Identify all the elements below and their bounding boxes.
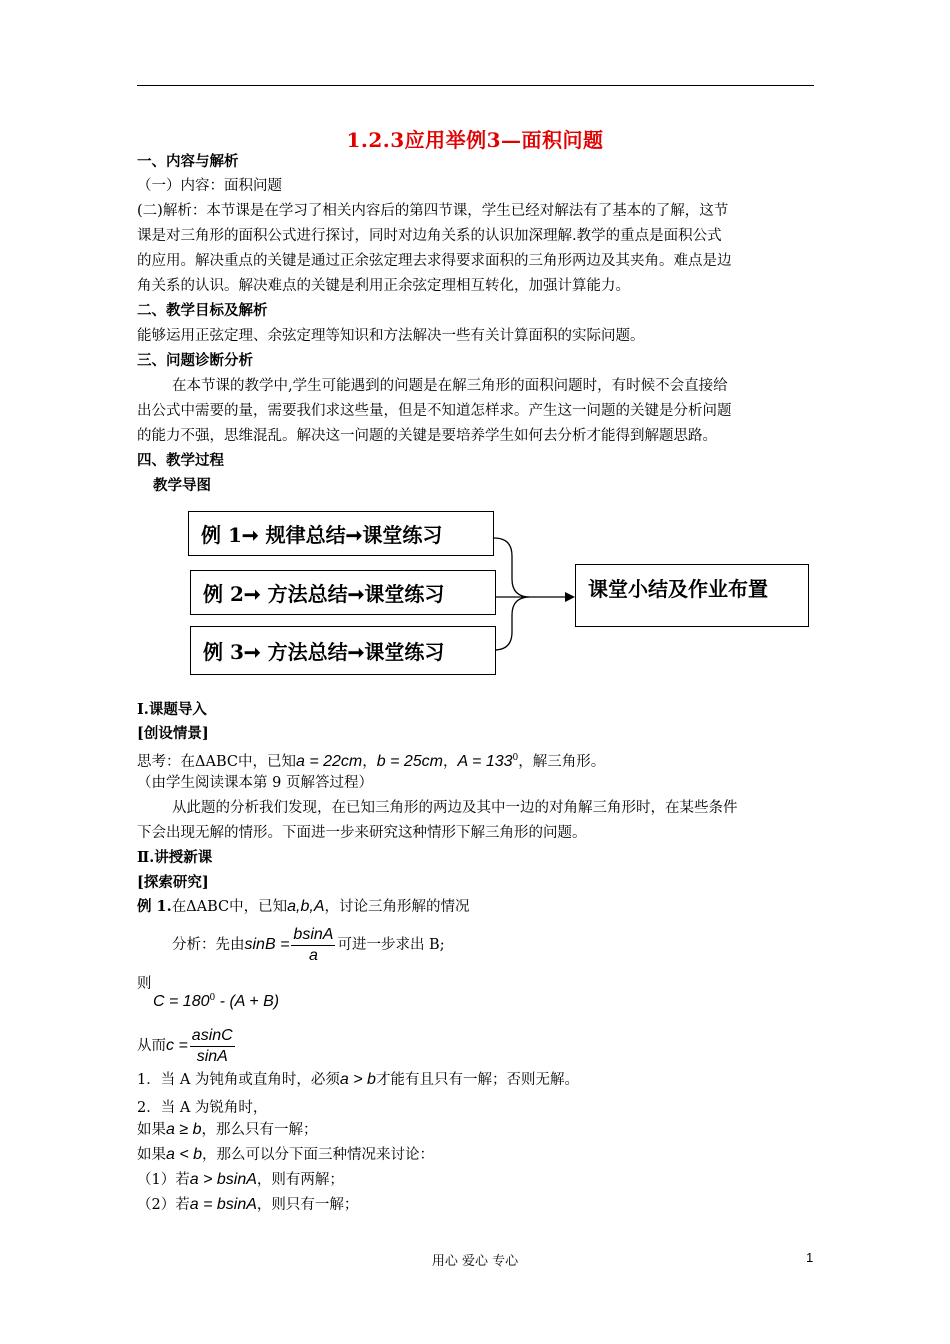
c-formula-line — [137, 1024, 237, 1068]
case1-prefix: 1．当 A 为钝角或直角时，必须 — [137, 1072, 340, 1088]
diagnosis-line-1: 在本节课的教学中,学生可能遇到的问题是在解三角形的面积问题时，有时候不会直接给 — [172, 378, 728, 394]
header-rule — [137, 85, 814, 86]
think-prefix: 思考：在 — [137, 753, 195, 770]
part2-heading: Ⅱ.讲授新课 — [137, 849, 213, 866]
c-fraction — [190, 1027, 235, 1066]
analysis-prefix: 分析：先由 — [172, 937, 245, 953]
page-number: 1 — [806, 1250, 814, 1265]
example-text: 在ΔABC中，已知 — [171, 899, 288, 915]
reading-note: （由学生阅读课本第 9 页解答过程） — [137, 775, 373, 791]
sub2-math: a = bsinA — [189, 1196, 257, 1213]
think-suffix: ，解三角形。 — [518, 753, 606, 770]
think-a: a = 22cm — [295, 752, 363, 770]
C-formula-rest: - (A + B) — [215, 992, 280, 1010]
sinB-fraction — [291, 926, 335, 965]
sinB-denominator: a — [308, 946, 318, 964]
map-box-summary: 课堂小结及作业布置 — [575, 564, 809, 627]
if1-suffix: ，那么只有一解； — [201, 1122, 318, 1138]
sub-case-2 — [137, 1195, 358, 1215]
sinB-numerator: bsinA — [291, 926, 335, 946]
C-formula — [153, 988, 279, 1012]
think-line: 思考：在ΔABC中，已知a = 22cm，b = 25cm，$A = 133^0$，解三角形。 — [137, 752, 606, 770]
if2-suffix: ，那么可以分下面三种情况来讨论： — [202, 1147, 435, 1163]
sub1-math: a > bsinA — [189, 1171, 257, 1188]
if-2 — [137, 1145, 434, 1165]
analysis-suffix: 可进一步求出 B; — [337, 937, 445, 953]
intro-para-2: 下会出现无解的情形。下面进一步来研究这种情形下解三角形的问题。 — [137, 825, 587, 841]
page-title: 1.2.3应用举例3—面积问题 — [346, 128, 604, 152]
case-2: 2．当 A 为锐角时， — [137, 1100, 268, 1116]
sub1-suffix: ，则有两解； — [256, 1172, 344, 1188]
c-numerator: asinC — [190, 1027, 235, 1047]
analysis-line-4: 角关系的认识。解决难点的关键是利用正余弦定理相互转化，加强计算能力。 — [137, 278, 630, 294]
think-angle: A = 133 — [457, 752, 513, 770]
page-footer: 用心 爱心 专心 — [431, 1254, 519, 1269]
if2-math: a < b — [166, 1146, 203, 1163]
sub1-prefix: （1）若 — [137, 1172, 190, 1188]
diagnosis-line-3: 的能力不强，思维混乱。解决这一问题的关键是要培养学生如何去分析才能得到解题思路。 — [137, 428, 717, 444]
then-label: 则 — [137, 976, 152, 992]
if1-math: a ≥ b — [166, 1121, 202, 1138]
sub-case-1 — [137, 1170, 344, 1190]
if-1 — [137, 1120, 317, 1140]
section-heading-goals: 二、教学目标及解析 — [137, 302, 268, 319]
case1-suffix: 才能有且只有一解；否则无解。 — [375, 1072, 579, 1088]
example-suffix: ，讨论三角形解的情况 — [324, 899, 470, 915]
sub2-prefix: （2）若 — [137, 1197, 190, 1213]
intro-para-1: 从此题的分析我们发现，在已知三角形的两边及其中一边的对角解三角形时，在某些条件 — [172, 800, 738, 816]
if2-prefix: 如果 — [137, 1147, 166, 1163]
C-degree: 0 — [209, 993, 216, 1003]
C-formula-main: C = 180 — [153, 992, 210, 1010]
section-heading-diagnosis: 三、问题诊断分析 — [137, 352, 253, 369]
part2-tag: [探索研究] — [137, 874, 209, 891]
example-vars: a,b,A — [287, 898, 325, 915]
map-box-example-3: 例 3➞ 方法总结➞课堂练习 — [190, 626, 496, 675]
c-denominator: sinA — [196, 1047, 228, 1065]
think-triangle: ΔABC中，已知 — [195, 753, 296, 770]
think-degree: 0 — [512, 753, 519, 763]
analysis-line-1: (二)解析：本节课是在学习了相关内容后的第四节课，学生已经对解法有了基本的了解，这节 — [137, 203, 729, 219]
think-b: b = 25cm — [376, 752, 443, 770]
if1-prefix: 如果 — [137, 1122, 166, 1138]
map-box-example-1: 例 1➞ 规律总结➞课堂练习 — [188, 511, 494, 556]
example-label: 例 1. — [137, 898, 172, 915]
sinB-label: sinB = — [244, 936, 290, 953]
analysis-formula-line — [172, 925, 445, 965]
section-heading-content: 一、内容与解析 — [137, 153, 239, 170]
map-box-example-2: 例 2➞ 方法总结➞课堂练习 — [190, 570, 496, 615]
goals-text: 能够运用正弦定理、余弦定理等知识和方法解决一些有关计算面积的实际问题。 — [137, 328, 645, 344]
diagnosis-line-2: 出公式中需要的量，需要我们求这些量，但是不知道怎样求。产生这一问题的关键是分析问题 — [137, 403, 732, 419]
section-heading-process: 四、教学过程 — [137, 452, 224, 469]
analysis-line-2: 课是对三角形的面积公式进行探讨，同时对边角关系的认识加深理解.教学的重点是面积公式 — [137, 228, 722, 244]
analysis-line-3: 的应用。解决重点的关键是通过正余弦定理去求得要求面积的三角形两边及其夹角。难点是边 — [137, 253, 732, 269]
case1-math: a > b — [339, 1071, 376, 1088]
from-label: 从而 — [137, 1038, 166, 1054]
sub2-suffix: ，则只有一解； — [256, 1197, 359, 1213]
content-line: （一）内容：面积问题 — [137, 178, 282, 194]
case-1 — [137, 1070, 579, 1090]
part1-tag: [创设情景] — [137, 725, 209, 742]
example-1-line — [137, 897, 470, 917]
teaching-map-title: 教学导图 — [153, 477, 211, 494]
part1-heading: Ⅰ.课题导入 — [137, 701, 207, 718]
c-eq: c = — [166, 1037, 188, 1054]
